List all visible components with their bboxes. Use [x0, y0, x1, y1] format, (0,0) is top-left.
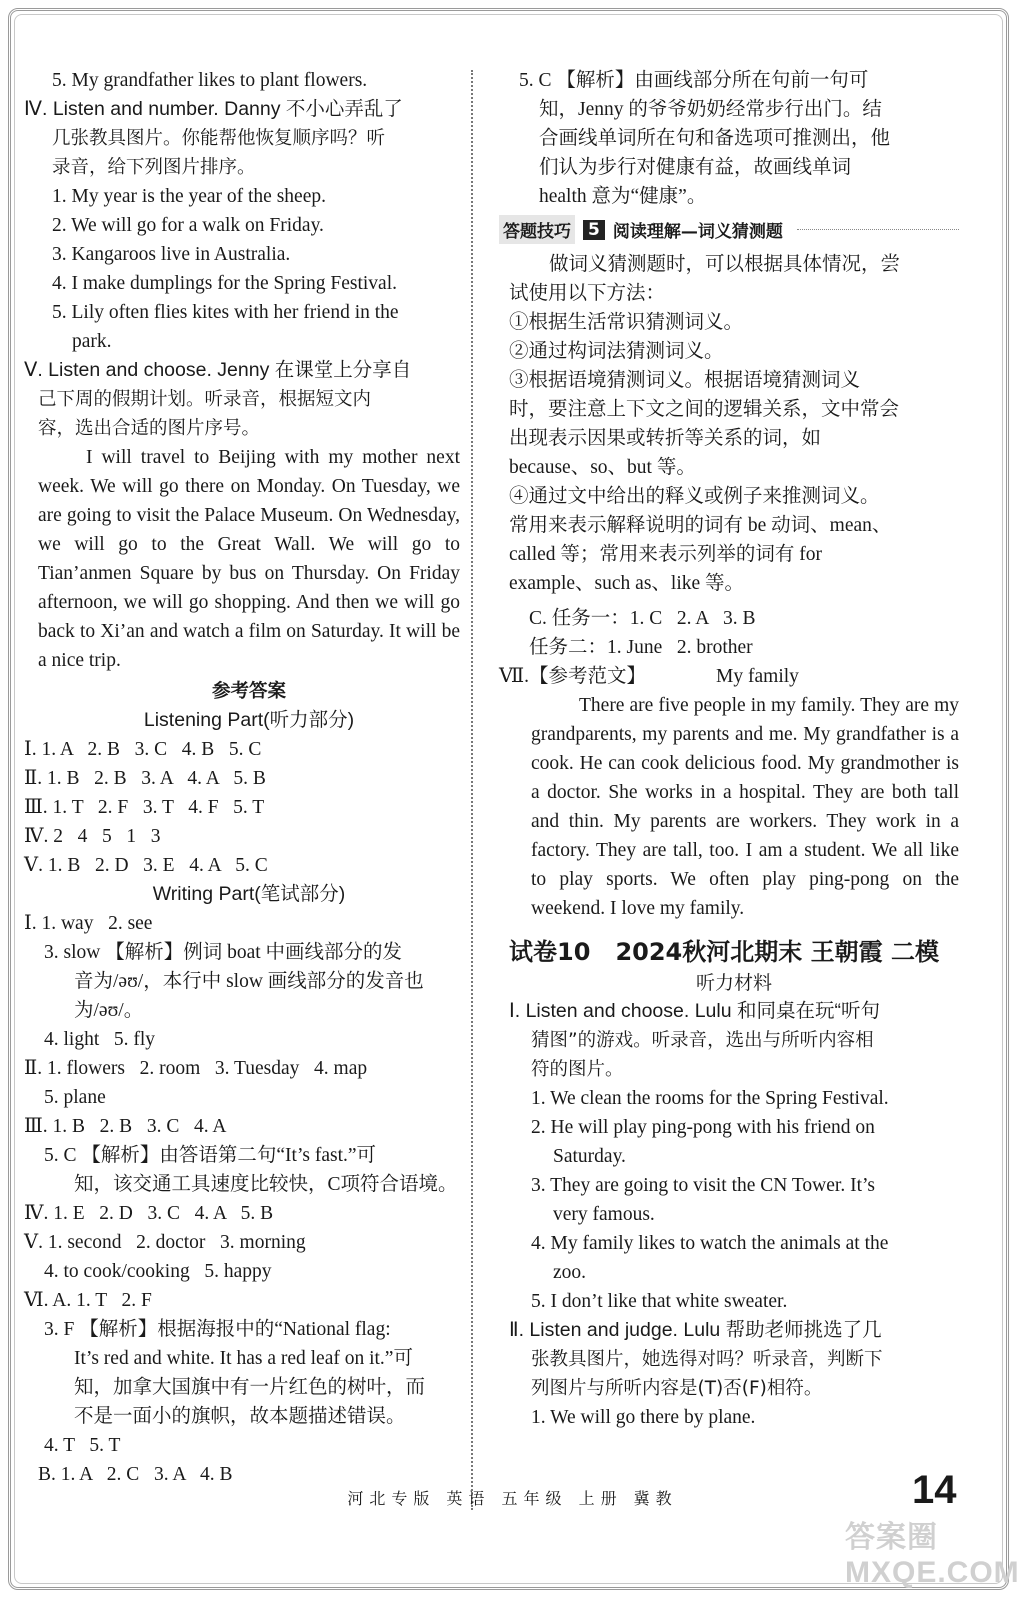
left-column	[24, 66, 460, 1489]
answer-explanation: 知，Jenny 的爷爷奶奶经常步行出门。结	[539, 99, 882, 120]
tip-text: 时，要注意上下文之间的逻辑关系，文中常会	[509, 399, 900, 420]
list-item: 1. We will go there by plane.	[531, 1407, 756, 1428]
answer-explanation: 5. C 【解析】由画线部分所在句前一句可	[519, 70, 869, 91]
text-line: 张教具图片，她选得对吗？听录音，判断下	[531, 1349, 883, 1370]
listening-part-title: Listening Part(听力部分)	[143, 709, 355, 731]
list-item-cont: zoo.	[553, 1262, 587, 1283]
answer-explanation: 不是一面小的旗帜，故本题描述错误。	[74, 1406, 406, 1427]
answer-row: 任务二：1. June 2. brother	[529, 637, 753, 658]
watermark-logo: 答案圈 MXQE.COM	[845, 1521, 1020, 1589]
tip-label: 答题技巧	[499, 215, 575, 244]
section-heading-iv: Ⅳ. Listen and number. Danny 不小心弄乱了	[24, 98, 403, 120]
tip-text: because、so、but 等。	[509, 457, 696, 478]
essay: There are five people in my family. They are my grandparents, my parents and me. My grandfather is a cook. He can cook delicious food. My grandmother is a doctor. She works in a hospital. They are both tall and thin. My parents are workers. They work in a factory. They are tall, too. I am a student. We all like to play sports. We often play ping-pong on the weekend. I love my family.	[531, 695, 959, 919]
essay-header	[499, 662, 959, 691]
essay-title: My family	[716, 666, 799, 687]
page-number: 14	[912, 1468, 957, 1512]
text-line: 5. My grandfather likes to plant flowers.	[52, 70, 368, 91]
list-item: 1. My year is the year of the sheep.	[52, 186, 326, 207]
right-column	[499, 66, 959, 1432]
list-item: 1. We clean the rooms for the Spring Festival.	[531, 1088, 889, 1109]
answer-explanation: 为/əʊ/。	[74, 1000, 144, 1021]
tip-number: 5	[583, 220, 605, 240]
text-line: 列图片与所听内容是(T)否(F)相符。	[531, 1378, 823, 1399]
answer-explanation: 3. F 【解析】根据海报中的“National flag:	[44, 1319, 391, 1340]
tip-text: ④通过文中给出的释义或例子来推测词义。	[509, 486, 880, 507]
answer-row: Ⅴ. 1. B 2. D 3. E 4. A 5. C	[24, 855, 268, 876]
answer-row: Ⅳ. 1. E 2. D 3. C 4. A 5. B	[24, 1203, 274, 1224]
answer-row: Ⅱ. 1. B 2. B 3. A 4. A 5. B	[24, 768, 266, 789]
tip-text: 试使用以下方法：	[509, 283, 666, 304]
tip-text: called 等；常用来表示列举的词有 for	[509, 544, 823, 565]
answer-explanation: 知，该交通工具速度比较快，C项符合语境。	[74, 1174, 458, 1195]
answer-row: 4. to cook/cooking 5. happy	[44, 1261, 272, 1282]
answers-title: 参考答案	[211, 681, 286, 702]
list-item: 5. Lily often flies kites with her friend in the	[52, 302, 399, 323]
section-heading-ii: Ⅱ. Listen and judge. Lulu 帮助老师挑选了几	[509, 1319, 882, 1341]
tip-text: ①根据生活常识猜测词义。	[509, 312, 744, 333]
answer-explanation: 们认为步行对健康有益，故画线单词	[539, 157, 852, 178]
list-item: 4. I make dumplings for the Spring Festival.	[52, 273, 398, 294]
list-item: 3. They are going to visit the CN Tower. It’s	[531, 1175, 876, 1196]
list-item: 5. I don’t like that white sweater.	[531, 1291, 788, 1312]
tip-rule	[797, 229, 959, 230]
text-line: 己下周的假期计划。听录音，根据短文内	[38, 389, 372, 410]
list-item: 3. Kangaroos live in Australia.	[52, 244, 291, 265]
paper-title: 试卷10 2024秋河北期末 王朝霞 二模	[509, 938, 939, 966]
text-line: 猜图”的游戏。听录音，选出与所听内容相	[531, 1030, 874, 1051]
answer-explanation: It’s red and white. It has a red leaf on it.”可	[74, 1348, 413, 1369]
list-item: 2. He will play ping-pong with his friend on	[531, 1117, 875, 1138]
tip-text: 做词义猜测题时，可以根据具体情况，尝	[549, 254, 901, 275]
list-item-cont: very famous.	[553, 1204, 655, 1225]
list-item: 4. My family likes to watch the animals at the	[531, 1233, 889, 1254]
answer-explanation: health 意为“健康”。	[539, 186, 707, 207]
answer-row: Ⅴ. 1. second 2. doctor 3. morning	[24, 1232, 306, 1253]
tip-text: 出现表示因果或转折等关系的词，如	[509, 428, 822, 449]
listening-material-title: 听力材料	[695, 972, 772, 994]
answer-row: B. 1. A 2. C 3. A 4. B	[38, 1464, 233, 1485]
answer-row: Ⅱ. 1. flowers 2. room 3. Tuesday 4. map	[24, 1058, 368, 1079]
answer-row: C. 任务一：1. C 2. A 3. B	[529, 608, 756, 629]
page-footer: 河北专版 英语 五年级 上册 冀教	[347, 1489, 678, 1508]
answer-row: 4. light 5. fly	[44, 1029, 156, 1050]
column-divider	[471, 70, 473, 1510]
list-item-cont: park.	[72, 331, 112, 352]
tip-title: 阅读理解—词义猜测题	[612, 222, 783, 242]
answer-row: Ⅰ. 1. A 2. B 3. C 4. B 5. C	[24, 739, 262, 760]
tip-text: ③根据语境猜测词义。根据语境猜测词义	[509, 370, 861, 391]
answer-tip-header	[499, 215, 959, 244]
essay-label: Ⅶ.【参考范文】	[499, 666, 647, 687]
answer-row: Ⅵ. A. 1. T 2. F	[24, 1290, 152, 1311]
answer-row: Ⅳ. 2 4 5 1 3	[24, 826, 161, 847]
answer-row: Ⅰ. 1. way 2. see	[24, 913, 153, 934]
tip-text: 常用来表示解释说明的词有 be 动词、mean、	[509, 515, 892, 536]
answer-explanation: 5. C 【解析】由答语第二句“It’s fast.”可	[44, 1145, 377, 1166]
text-line: 容，选出合适的图片序号。	[38, 418, 261, 439]
answer-explanation: 合画线单词所在句和备选项可推测出，他	[539, 128, 891, 149]
answer-explanation: 音为/əʊ/，本行中 slow 画线部分的发音也	[74, 971, 424, 992]
list-item: 2. We will go for a walk on Friday.	[52, 215, 324, 236]
answer-explanation: 3. slow 【解析】例词 boat 中画线部分的发	[44, 942, 403, 963]
passage: I will travel to Beijing with my mother next week. We will go there on Monday. On Tuesday, we are going to visit the Palace Museum. On Wednesday, we will go to the Great Wall. We will go to Tian’anmen Square by bus on Thursday. On Friday afternoon, we will go shopping. And then we will go back to Xi’an and watch a film on Saturday. It will be a nice trip.	[38, 447, 460, 671]
text-line: 录音，给下列图片排序。	[52, 157, 256, 178]
answer-row: Ⅲ. 1. T 2. F 3. T 4. F 5. T	[24, 797, 265, 818]
section-heading-i: Ⅰ. Listen and choose. Lulu 和同桌在玩“听句	[509, 1000, 880, 1022]
section-heading-v: Ⅴ. Listen and choose. Jenny 在课堂上分享自	[24, 359, 412, 381]
text-line: 符的图片。	[531, 1059, 624, 1080]
answer-row: 5. plane	[44, 1087, 106, 1108]
list-item-cont: Saturday.	[553, 1146, 626, 1167]
tip-text: ②通过构词法猜测词义。	[509, 341, 724, 362]
answer-explanation: 知，加拿大国旗中有一片红色的树叶，而	[74, 1377, 426, 1398]
writing-part-title: Writing Part(笔试部分)	[152, 883, 346, 905]
tip-text: example、such as、like 等。	[509, 573, 745, 594]
answer-row: Ⅲ. 1. B 2. B 3. C 4. A	[24, 1116, 227, 1137]
text-line: 几张教具图片。你能帮他恢复顺序吗？听	[52, 128, 386, 149]
answer-row: 4. T 5. T	[44, 1435, 121, 1456]
